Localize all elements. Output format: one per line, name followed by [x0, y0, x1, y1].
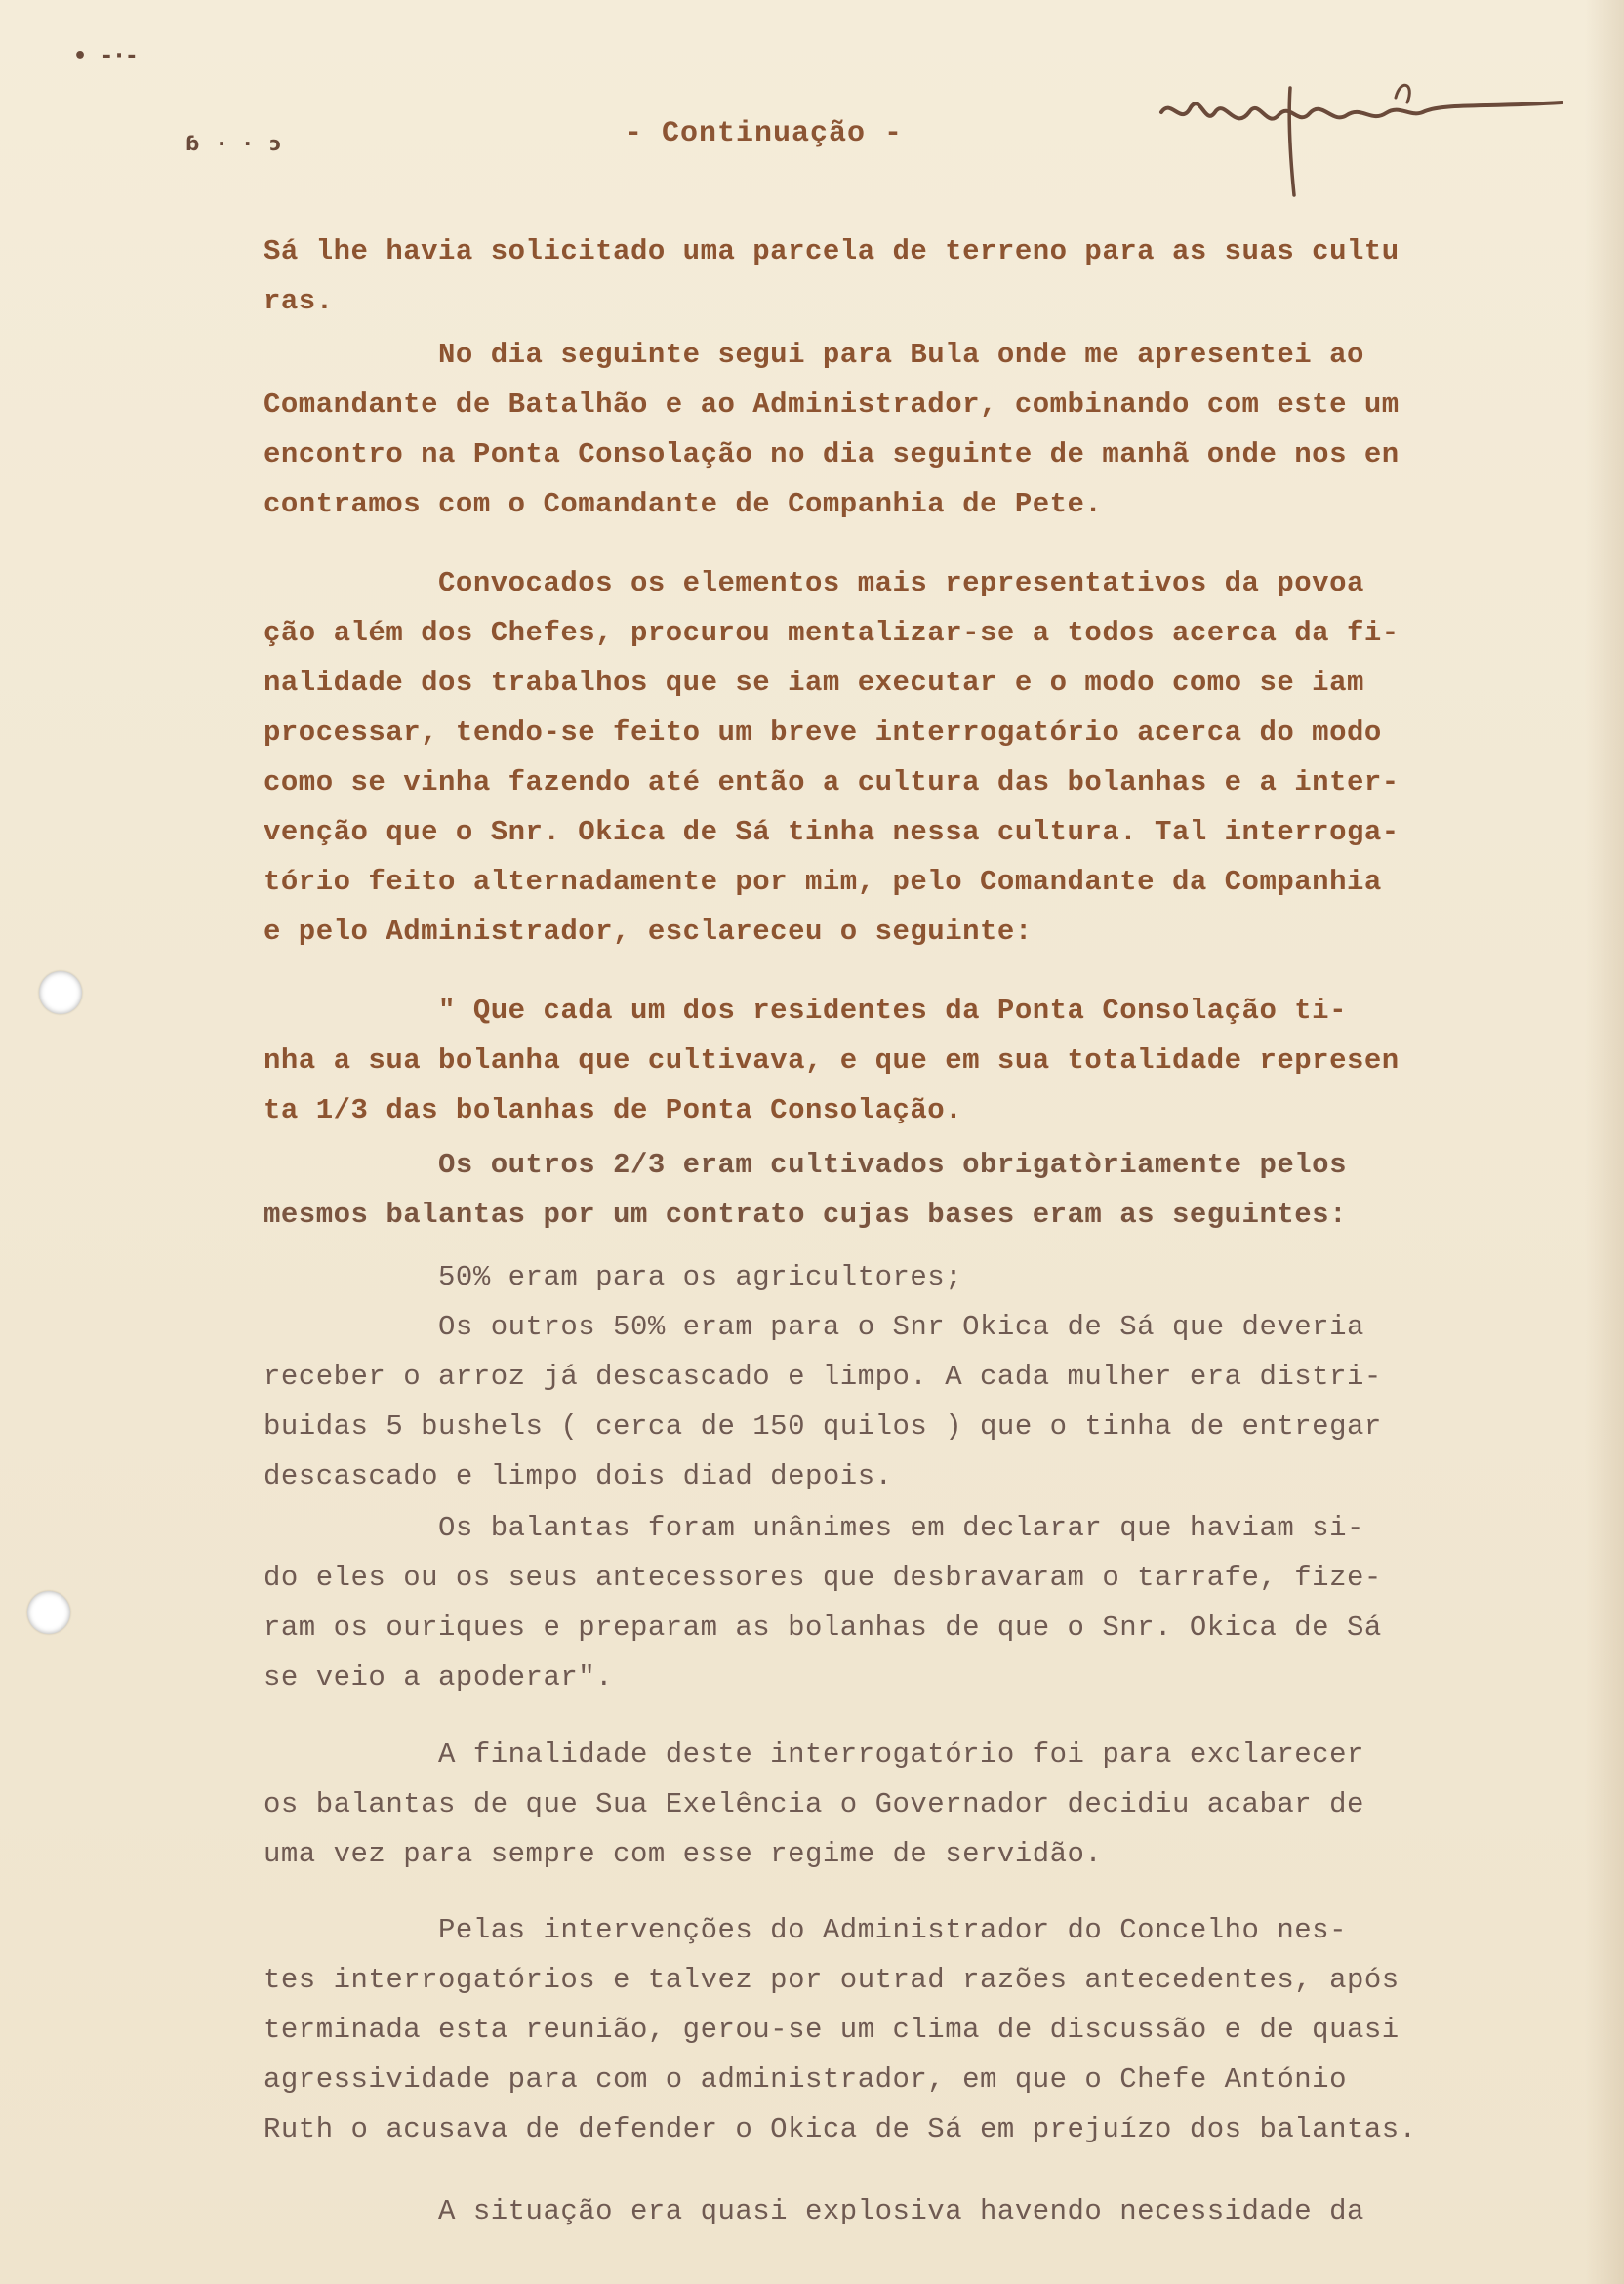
- text-line: A finalidade deste interrogatório foi para exclarecer: [264, 1738, 1364, 1771]
- corner-mark-top: • -·-: [73, 44, 141, 68]
- text-line: do eles ou os seus antecessores que desbravaram o tarrafe, fize-: [264, 1562, 1382, 1594]
- text-line: encontro na Ponta Consolação no dia seguinte de manhã onde nos en: [264, 438, 1400, 470]
- text-line: mesmos balantas por um contrato cujas bases eram as seguintes:: [264, 1199, 1347, 1231]
- paragraph-10: [264, 1905, 1532, 2154]
- text-line: ras.: [264, 285, 334, 317]
- text-line: Pelas intervenções do Administrador do Concelho nes-: [264, 1914, 1347, 1946]
- text-line: ta 1/3 das bolanhas de Ponta Consolação.: [264, 1094, 963, 1126]
- paragraph-9: [264, 1730, 1532, 1879]
- text-line: contramos com o Comandante de Companhia de Pete.: [264, 488, 1103, 520]
- page-header: - Continuação -: [625, 117, 904, 150]
- paragraph-11: [264, 2186, 1532, 2236]
- paragraph-7: [264, 1302, 1532, 1501]
- text-line: " Que cada um dos residentes da Ponta Consolação ti-: [264, 995, 1347, 1027]
- text-line: tório feito alternadamente por mim, pelo Comandante da Companhia: [264, 866, 1382, 898]
- text-line: e pelo Administrador, esclareceu o seguinte:: [264, 916, 1033, 948]
- text-line: uma vez para sempre com esse regime de servidão.: [264, 1838, 1103, 1870]
- text-line: 50% eram para os agricultores;: [264, 1261, 963, 1293]
- punch-hole-top: [39, 971, 82, 1014]
- text-line: terminada esta reunião, gerou-se um clima de discussão e de quasi: [264, 2014, 1400, 2046]
- page-edge-shadow: [1585, 0, 1624, 2284]
- paragraph-3: [264, 558, 1532, 957]
- text-line: Comandante de Batalhão e ao Administrador, combinando com este um: [264, 388, 1400, 421]
- text-line: buidas 5 bushels ( cerca de 150 quilos ) que o tinha de entregar: [264, 1410, 1382, 1443]
- paragraph-8: [264, 1503, 1532, 1702]
- paragraph-6: [264, 1252, 1532, 1302]
- text-line: venção que o Snr. Okica de Sá tinha nessa cultura. Tal interroga-: [264, 816, 1400, 848]
- text-line: tes interrogatórios e talvez por outrad razões antecedentes, após: [264, 1964, 1400, 1996]
- text-line: receber o arroz já descascado e limpo. A cada mulher era distri-: [264, 1361, 1382, 1393]
- paragraph-5: [264, 1140, 1532, 1240]
- text-line: nha a sua bolanha que cultivava, e que em sua totalidade represen: [264, 1044, 1400, 1077]
- text-line: Ruth o acusava de defender o Okica de Sá em prejuízo dos balantas.: [264, 2113, 1417, 2145]
- corner-mark-page-number: ɓ · · ɔ: [185, 132, 288, 155]
- text-line: se veio a apoderar".: [264, 1661, 614, 1693]
- signature-icon: [1152, 59, 1571, 205]
- text-line: ram os ouriques e preparam as bolanhas de que o Snr. Okica de Sá: [264, 1611, 1382, 1644]
- text-line: Os outros 50% eram para o Snr Okica de Sá que deveria: [264, 1311, 1364, 1343]
- paragraph-1: [264, 226, 1532, 326]
- text-line: os balantas de que Sua Exelência o Governador decidiu acabar de: [264, 1788, 1364, 1820]
- text-line: agressividade para com o administrador, em que o Chefe António: [264, 2063, 1347, 2096]
- text-line: descascado e limpo dois diad depois.: [264, 1460, 893, 1492]
- punch-hole-bottom: [27, 1591, 70, 1634]
- text-line: Os balantas foram unânimes em declarar que haviam si-: [264, 1512, 1364, 1544]
- text-line: processar, tendo-se feito um breve interrogatório acerca do modo: [264, 716, 1382, 749]
- text-line: Os outros 2/3 eram cultivados obrigatòriamente pelos: [264, 1149, 1347, 1181]
- text-line: No dia seguinte segui para Bula onde me apresentei ao: [264, 339, 1364, 371]
- text-line: Sá lhe havia solicitado uma parcela de terreno para as suas cultu: [264, 235, 1400, 267]
- text-line: A situação era quasi explosiva havendo necessidade da: [264, 2195, 1364, 2227]
- text-line: ção além dos Chefes, procurou mentalizar-se a todos acerca da fi-: [264, 617, 1400, 649]
- text-line: nalidade dos trabalhos que se iam executar e o modo como se iam: [264, 667, 1364, 699]
- text-line: Convocados os elementos mais representativos da povoa: [264, 567, 1364, 599]
- text-line: como se vinha fazendo até então a cultura das bolanhas e a inter-: [264, 766, 1400, 798]
- paragraph-2: [264, 330, 1532, 529]
- paragraph-4: [264, 986, 1532, 1135]
